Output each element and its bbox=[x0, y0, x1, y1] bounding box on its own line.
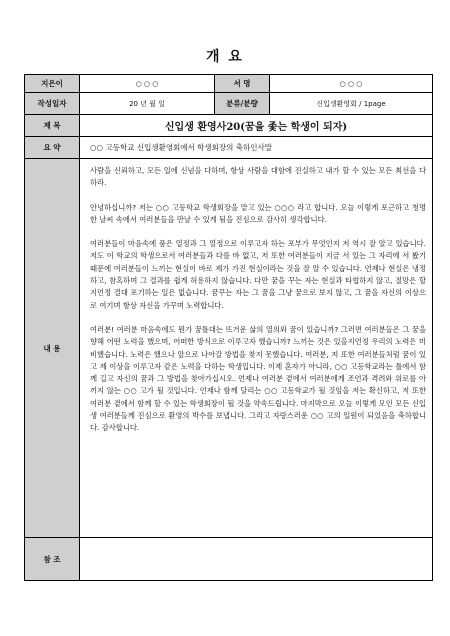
document-title: 개 요 bbox=[206, 49, 244, 65]
content-paragraph: 안녕하십니까? 저는 ○○ 고등학교 학생회장을 맡고 있는 ○○○ 라고 합니다. 오늘 이렇게 포근하고 청명한 날씨 속에서 여러분들을 만날 수 있게 됨을 진심으로 감사히 생각합니다. bbox=[90, 202, 426, 224]
subject-label: 제 목 bbox=[25, 115, 80, 137]
author-row bbox=[25, 75, 433, 93]
date-row bbox=[25, 93, 433, 115]
subject-value: 신입생 환영사20(꿈을 좇는 학생이 되자) bbox=[80, 115, 433, 137]
document-table bbox=[24, 74, 433, 581]
category-value: 신입생환영회 / 1page bbox=[270, 93, 433, 115]
content-paragraph: 여러분! 여러분 마음속에도 뭔가 꿈틀대는 뜨거운 삶의 열의와 꿈이 있습니까? 그러면 여러분들은 그 꿈을 향해 어떤 노력을 했으며, 어떠한 방식으로 이루고자 했습니까? 느끼는 것은 있을지언정 우리의 노력은 미비했습니다. 노력은 했으나 앞으로 나아갈 방법을 찾지 못했습니다. 여러분, 저 또한 여러분들처럼 꿈이 있고 제 이상을 이루고자 같은 노력을 다하는 학생입니다. 이제 혼자가 아니라, ○○ 고등학교라는 틀에서 함께 길고 자신의 꿈과 그 방법을 찾아가십시오. 언제나 여러분 곁에서 여러분에게 조언과 격려와 위로를 아끼지 않는 ○○ 고가 될 것입니다. 언제나 함께 달리는 ○○ 고등학교가 될 것임을 저는 확신하고, 저 또한 여러분 곁에서 함께 할 수 있는 학생회장이 될 것을 약속드립니다. 마지막으로 오늘 이렇게 모인 모든 신입생 여러분들께 진심으로 환영의 박수를 보냅니다. 그리고 자랑스러운 ○○ 고의 일원이 되었음을 축하합니다. 감사합니다. bbox=[90, 324, 426, 433]
category-label: 분류/분량 bbox=[215, 93, 270, 115]
date-value: 20 년 월 일 bbox=[80, 93, 215, 115]
author-label: 지은이 bbox=[25, 75, 80, 93]
summary-row bbox=[25, 137, 433, 159]
summary-value: ○○ 고등학교 신입생환영회에서 학생회장의 축하인사말 bbox=[80, 137, 433, 159]
subject-row bbox=[25, 115, 433, 137]
author-value: ○ ○ ○ bbox=[80, 75, 215, 93]
content-paragraph: 여러분들이 마음속에 품은 열정과 그 열정으로 이루고자 하는 포부가 무엇인지 저 역시 잘 알고 있습니다. 저도 이 학교의 학생으로서 여러분들과 다를 바 없고, 저 또한 여러분들이 지금 서 있는 그 자리에 서 봤기 때문에 여러분들이 느끼는 현실이 바로 제가 가진 현실이라는 것을 잘 알 수 있습니다. 언제나 현실은 냉정하고, 참혹하며 그 결과를 쉽게 허용하지 않습니다. 다만 꿈을 꾸는 자는 현실과 타협하지 않고, 절망은 할지언정 결대 포기하는 일은 없습니다. 꿈꾸는 자는 그 꿈을 그냥 꿈으로 보지 않고, 그 꿈을 자신의 이상으로 여기며 항상 자신을 가꾸며 노력합니다. bbox=[90, 239, 426, 310]
content-body bbox=[80, 159, 433, 538]
reference-value bbox=[80, 538, 433, 581]
reference-label: 참 조 bbox=[25, 538, 80, 581]
signature-label: 서 명 bbox=[215, 75, 270, 93]
content-row bbox=[25, 159, 433, 538]
signature-value: ○ ○ ○ bbox=[270, 75, 433, 93]
content-label: 내 용 bbox=[25, 159, 80, 538]
content-paragraph: 사람을 신뢰하고, 모든 일에 신념을 다하며, 항상 사람을 대함에 진실하고 내가 할 수 있는 모든 최선을 다하라. bbox=[90, 166, 426, 188]
summary-label: 요 약 bbox=[25, 137, 80, 159]
date-label: 작성일자 bbox=[25, 93, 80, 115]
reference-row bbox=[25, 538, 433, 581]
